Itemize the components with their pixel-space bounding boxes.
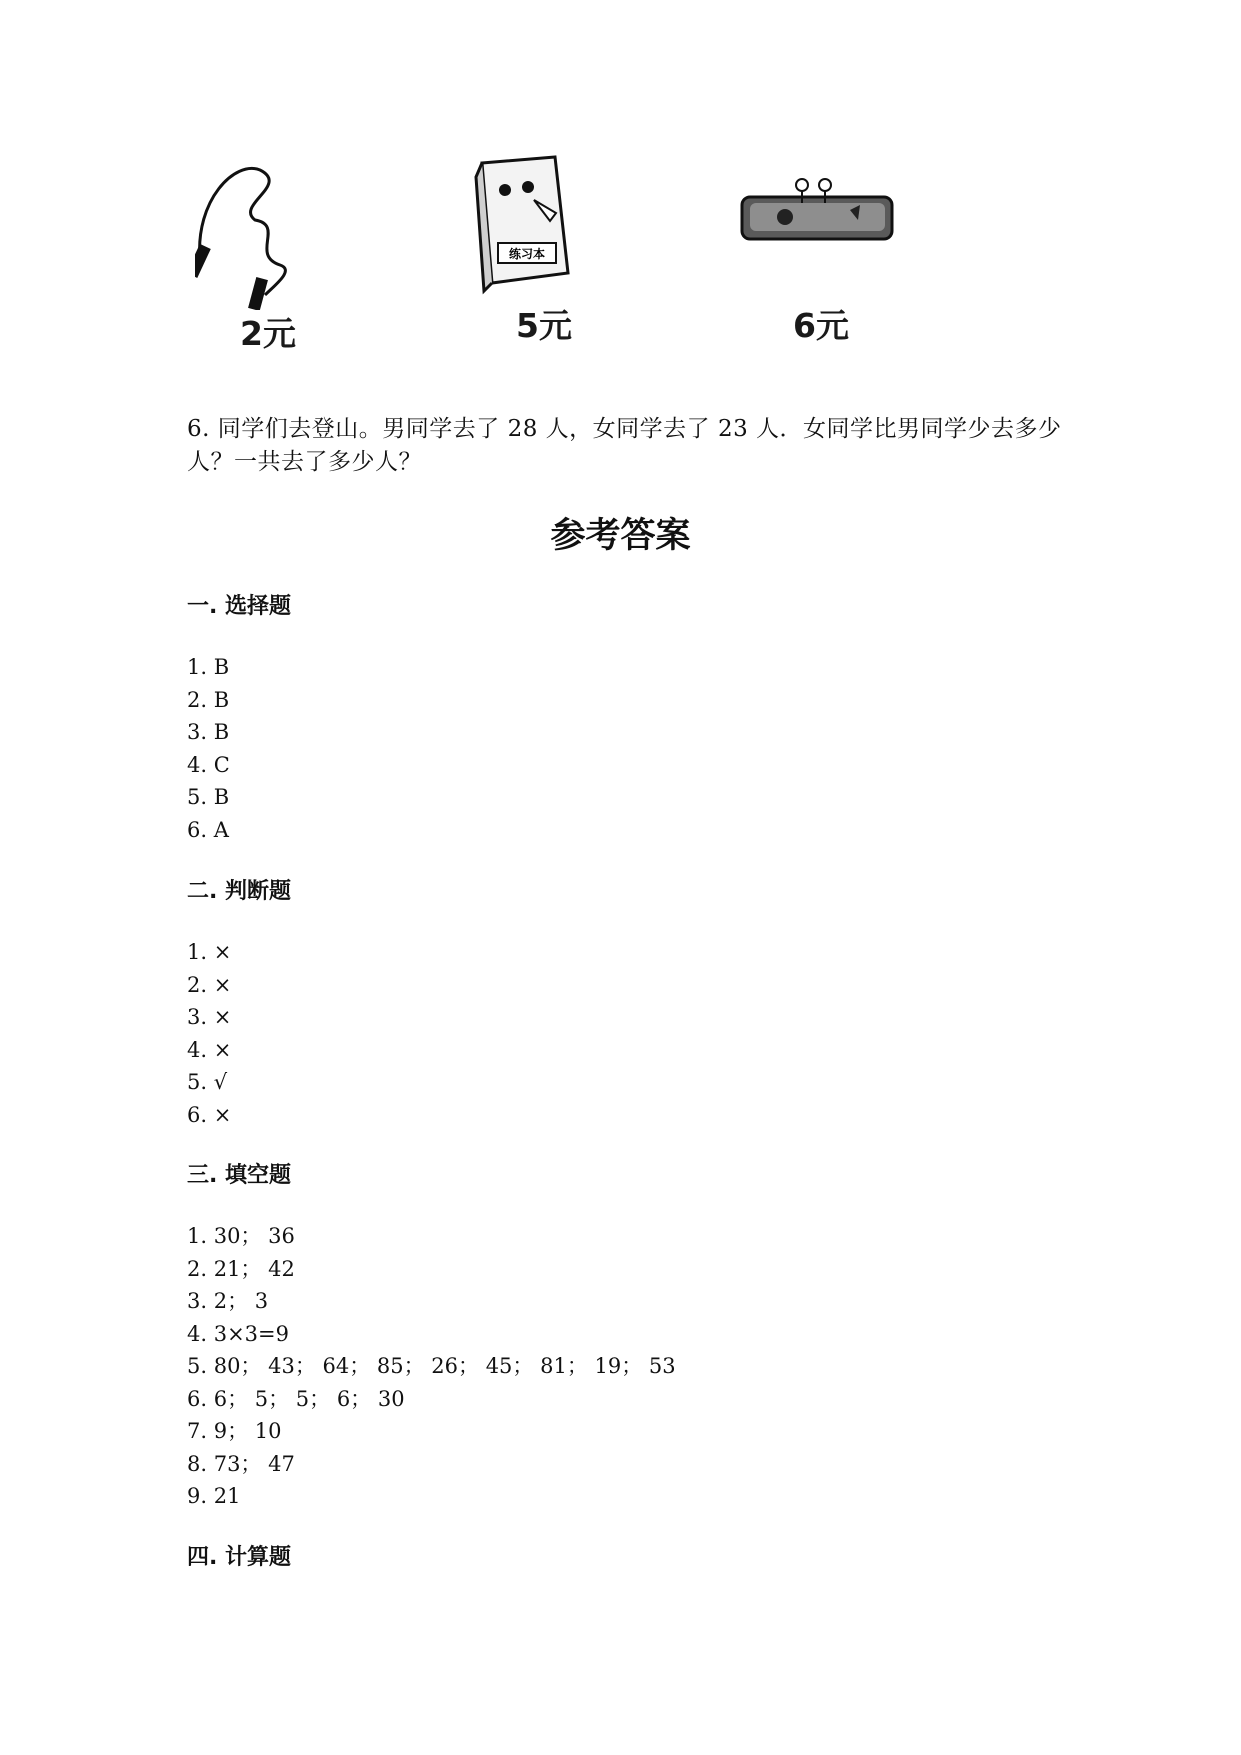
section-title-choice: 一. 选择题	[187, 594, 292, 619]
pencil-case-illustration	[730, 175, 900, 260]
answer-item: 1. ×	[187, 940, 232, 964]
exercise-book-illustration	[470, 155, 590, 295]
answer-item: 2. ×	[187, 972, 232, 997]
jump-rope-illustration	[195, 160, 315, 310]
answer-item: 9. 21	[187, 1484, 241, 1508]
section-title-judgment: 二. 判断题	[187, 879, 292, 904]
answer-item: 5. 80； 43； 64； 85； 26； 45； 81； 19； 53	[187, 1354, 676, 1378]
answer-item: 2. B	[187, 687, 230, 712]
answer-list-judgment	[187, 936, 231, 1131]
answer-item: 6. 6； 5； 5； 6； 30	[187, 1386, 405, 1411]
answer-item: 4. 3×3=9	[187, 1321, 289, 1346]
answer-item: 8. 73； 47	[187, 1451, 295, 1476]
answer-item: 1. B	[187, 655, 230, 679]
answer-item: 4. C	[187, 752, 230, 777]
answer-item: 3. B	[187, 720, 230, 744]
answer-item: 5. B	[187, 785, 230, 809]
section-title-calculation: 四. 计算题	[187, 1545, 292, 1570]
answer-item: 6. ×	[187, 1102, 232, 1127]
answer-item: 1. 30； 36	[187, 1224, 295, 1248]
answer-item: 3. ×	[187, 1005, 232, 1029]
jump-rope-price: 2元	[240, 314, 296, 353]
answer-item: 2. 21； 42	[187, 1256, 295, 1281]
answer-item: 6. A	[187, 817, 229, 842]
answer-item: 3. 2； 3	[187, 1289, 269, 1313]
answer-list-fill-blank	[187, 1220, 676, 1513]
exercise-book-price: 5元	[516, 306, 572, 345]
answers-title: 参考答案	[550, 516, 691, 556]
answer-item: 5. √	[187, 1070, 228, 1094]
pencil-case-price: 6元	[793, 306, 849, 345]
book-cover-label: 练习本	[508, 247, 546, 261]
answer-item: 4. ×	[187, 1037, 232, 1062]
section-title-fill-blank: 三. 填空题	[187, 1163, 292, 1188]
answer-item: 7. 9； 10	[187, 1419, 282, 1443]
answer-list-choice	[187, 651, 230, 846]
question-6: 6. 同学们去登山。男同学去了 28 人，女同学去了 23 人．女同学比男同学少去多少人？一共去了多少人？	[187, 416, 1062, 475]
